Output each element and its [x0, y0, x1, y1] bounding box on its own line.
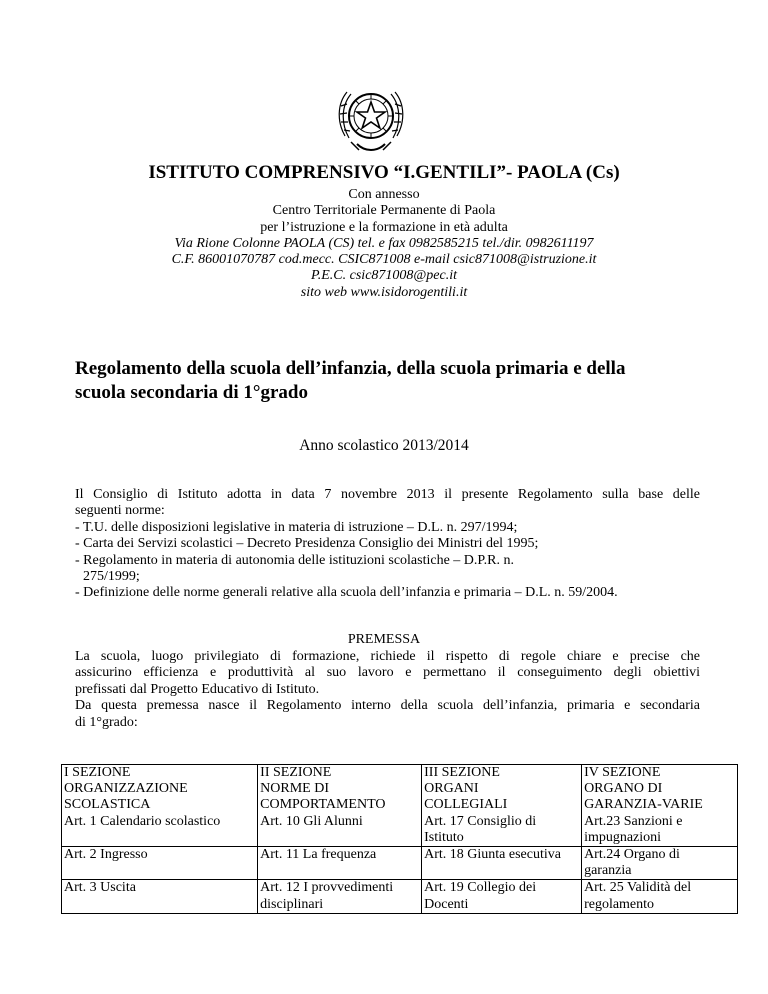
center-name: Centro Territoriale Permanente di Paola — [272, 203, 496, 219]
emblem-of-italy-icon — [331, 76, 411, 160]
cell-line: GARANZIA-VARIE — [584, 797, 703, 813]
cell-line: Art.23 Sanzioni e — [584, 813, 683, 829]
table-cell — [422, 765, 582, 847]
table-cell — [582, 765, 738, 847]
cell-line: Art.24 Organo di — [584, 847, 680, 863]
table-cell — [258, 765, 422, 847]
cell-line: ORGANI — [424, 781, 479, 797]
cell-line: disciplinari — [260, 896, 324, 912]
sections-table — [61, 764, 738, 914]
center-description: per l’istruzione e la formazione in età adulta — [260, 219, 508, 235]
cell-line: garanzia — [584, 863, 632, 879]
cell-line: Art. 18 Giunta esecutiva — [424, 847, 561, 863]
cell-line: Art. 1 Calendario scolastico — [64, 813, 221, 829]
cell-line: IV SEZIONE — [584, 765, 661, 780]
annex-label: Con annesso — [348, 187, 420, 202]
table-cell — [582, 880, 738, 913]
cell-line: COMPORTAMENTO — [260, 797, 386, 813]
cell-line: regolamento — [584, 896, 655, 912]
table-cell — [62, 847, 258, 880]
cell-line: ORGANIZZAZIONE — [64, 781, 188, 797]
document-title-line: Regolamento della scuola dell’infanzia, della scuola primaria e della — [75, 358, 626, 379]
norm-item: - Carta dei Servizi scolastici – Decreto Presidenza Consiglio dei Ministri del 1995; — [75, 536, 539, 552]
cell-line: Istituto — [424, 829, 464, 845]
table-row — [62, 765, 738, 847]
premessa-line: La scuola, luogo privilegiato di formazione, richiede il rispetto di regole chiare e precise che — [75, 649, 700, 664]
intro-line: seguenti norme: — [75, 503, 165, 519]
address-phone: Via Rione Colonne PAOLA (CS) tel. e fax 0982585215 tel./dir. 0982611197 — [174, 235, 594, 251]
table-cell — [422, 880, 582, 913]
cell-line: NORME DI — [260, 781, 329, 797]
premessa-paragraph — [75, 649, 700, 731]
cell-line: Art. 17 Consiglio di — [424, 813, 537, 829]
document-title-line: scuola secondaria di 1°grado — [75, 382, 308, 403]
school-name: ISTITUTO COMPRENSIVO “I.GENTILI”- PAOLA (Cs) — [148, 162, 620, 183]
norm-item: - Regolamento in materia di autonomia delle istituzioni scolastiche – D.P.R. n. — [75, 552, 514, 568]
school-header-info — [0, 187, 768, 301]
cell-line: Art. 11 La frequenza — [260, 847, 377, 863]
norm-item-continuation: 275/1999; — [83, 569, 140, 585]
school-year: Anno scolastico 2013/2014 — [299, 437, 469, 454]
intro-paragraph — [75, 487, 700, 602]
cell-line: III SEZIONE — [424, 765, 500, 780]
document-title — [75, 357, 715, 405]
premessa-heading: PREMESSA — [347, 632, 421, 647]
table-cell — [62, 765, 258, 847]
cell-line: Art. 3 Uscita — [64, 880, 136, 896]
cell-line: impugnazioni — [584, 829, 662, 845]
cell-line: ORGANO DI — [584, 781, 663, 797]
table-cell — [422, 847, 582, 880]
premessa-line: Da questa premessa nasce il Regolamento interno della scuola dell’infanzia, primaria e secondaria — [75, 698, 700, 714]
norm-item: - Definizione delle norme generali relative alla scuola dell’infanzia e primaria – D.L. n. 59/2004. — [75, 585, 618, 601]
premessa-line: di 1°grado: — [75, 714, 138, 730]
cell-line: Art. 19 Collegio dei — [424, 880, 537, 896]
cell-line: SCOLASTICA — [64, 797, 151, 813]
table-cell — [258, 847, 422, 880]
cell-line: COLLEGIALI — [424, 797, 508, 813]
website: sito web www.isidorogentili.it — [300, 284, 468, 300]
premessa-line: assicurino efficienza e produttività al suo lavoro e permettano il conseguimento degli obiettivi — [75, 665, 700, 681]
table-row — [62, 847, 738, 880]
intro-line: Il Consiglio di Istituto adotta in data 7 novembre 2013 il presente Regolamento sulla base delle — [75, 487, 700, 502]
cell-line: I SEZIONE — [64, 765, 131, 780]
fiscal-code-email: C.F. 86001070787 cod.mecc. CSIC871008 e-mail csic871008@istruzione.it — [171, 252, 597, 268]
cell-line: Art. 10 Gli Alunni — [260, 813, 363, 829]
table-cell — [258, 880, 422, 913]
premessa-line: prefissati dal Progetto Educativo di Istituto. — [75, 681, 320, 697]
cell-line: II SEZIONE — [260, 765, 332, 780]
table-cell — [62, 880, 258, 913]
table-cell — [582, 847, 738, 880]
cell-line: Docenti — [424, 896, 469, 912]
cell-line: Art. 2 Ingresso — [64, 847, 148, 863]
cell-line: Art. 25 Validità del — [584, 880, 692, 896]
norm-item: - T.U. delle disposizioni legislative in materia di istruzione – D.L. n. 297/1994; — [75, 519, 518, 535]
cell-line: Art. 12 I provvedimenti — [260, 880, 394, 896]
pec-email: P.E.C. csic871008@pec.it — [311, 268, 457, 284]
table-row — [62, 880, 738, 913]
